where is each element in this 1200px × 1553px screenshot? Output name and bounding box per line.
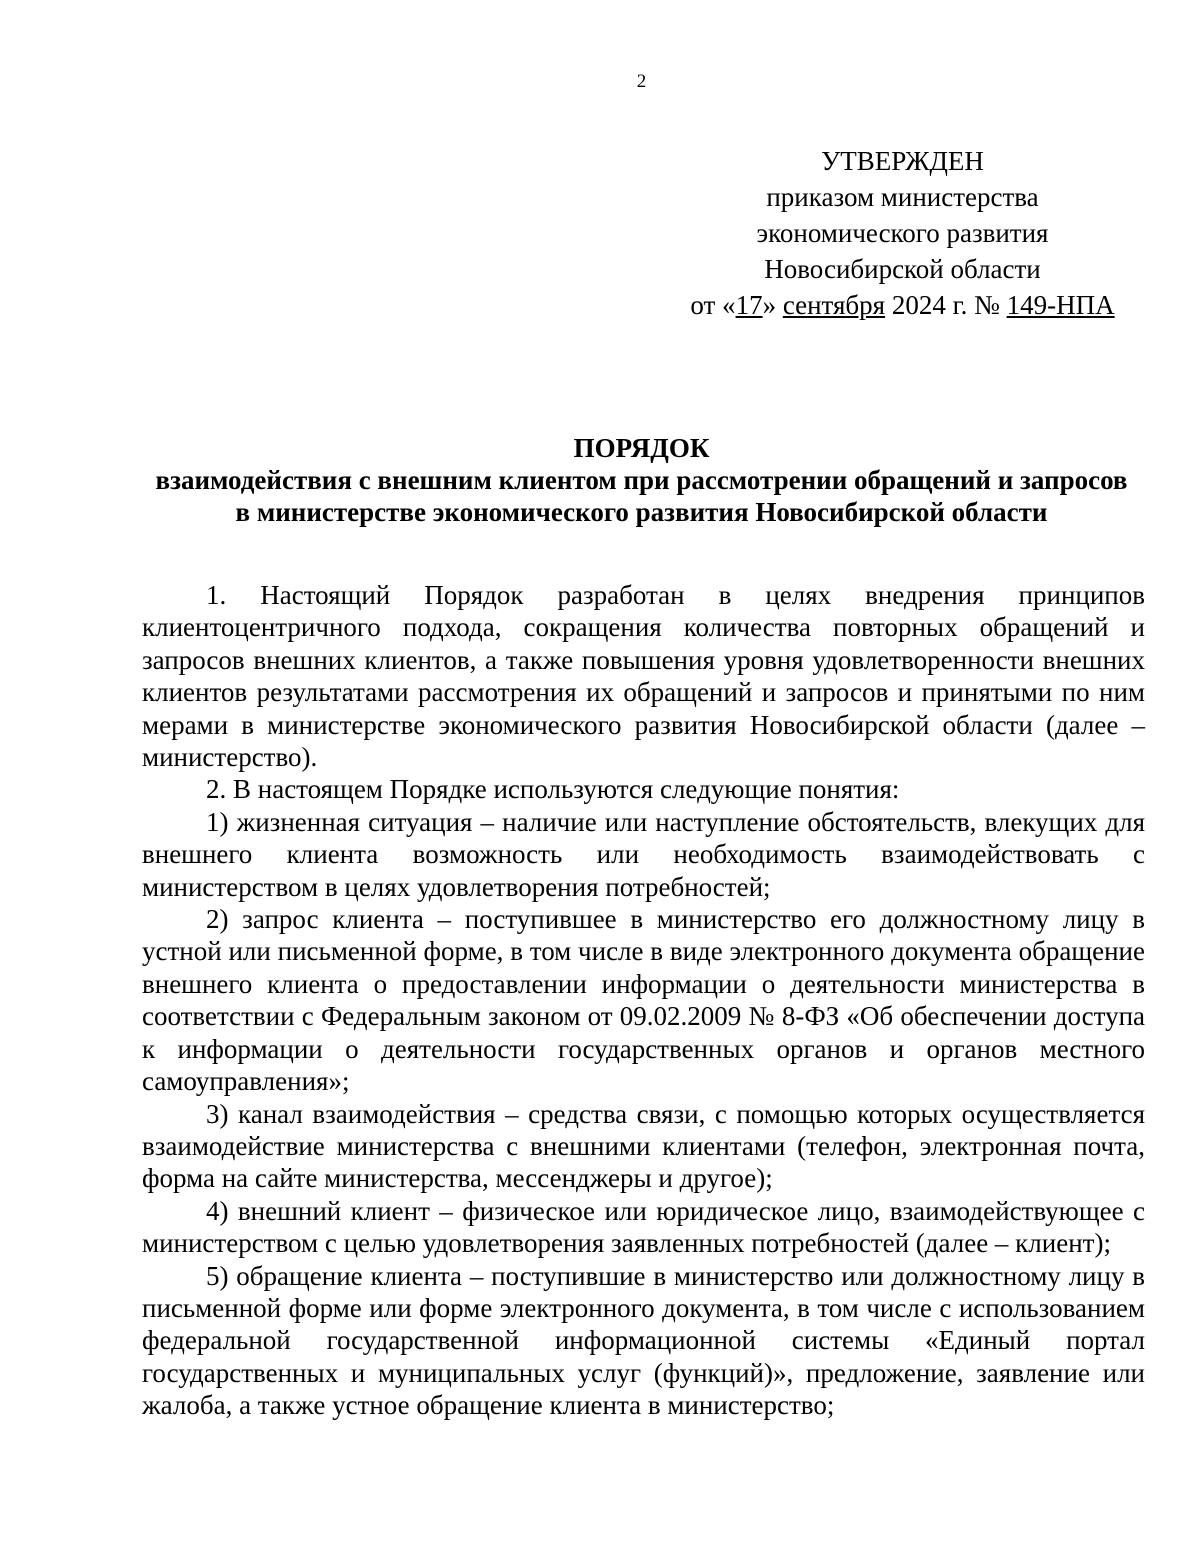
paragraph-definition-4: 4) внешний клиент – физическое или юридическое лицо, взаимодействующее с министерством с целью удовлетворения заявленных потребностей (далее – клиент); [142, 1195, 1145, 1259]
date-year: 2024 г. № [885, 290, 1007, 320]
document-body [142, 579, 1145, 1422]
date-mid: » [762, 290, 783, 320]
document-heading: ПОРЯДОК [573, 433, 710, 463]
paragraph-definition-1: 1) жизненная ситуация – наличие или наступление обстоятельств, влекущих для внешнего клиента возможность или необходимость взаимодействовать с министерством в целях удовлетворения потребностей; [142, 806, 1145, 902]
date-month: сентября [782, 290, 886, 320]
paragraph-definition-5: 5) обращение клиента – поступившие в министерство или должностному лицу в письменной форме или форме электронного документа, в том числе с использованием федеральной государственной информационной системы «Единый портал государственных и муниципальных услуг (функций)», предложение, заявление или жалоба, а также устное обращение клиента в министерство; [142, 1260, 1145, 1421]
approval-status: УТВЕРЖДЕН [821, 146, 984, 176]
document-subtitle-line-1: взаимодействия с внешним клиентом при рассмотрении обращений и запросов [155, 465, 1128, 495]
approval-line-order: приказом министерства [766, 182, 1039, 212]
document-subtitle-line-2: в министерстве экономического развития Новосибирской области [235, 497, 1048, 527]
date-day: 17 [735, 290, 763, 320]
page-number: 2 [636, 71, 647, 92]
date-prefix: от « [690, 290, 736, 320]
order-number: 149-НПА [1006, 290, 1115, 320]
paragraph-1: 1. Настоящий Порядок разработан в целях внедрения принципов клиентоцентричного подхода, сокращения количества повторных обращений и запросов внешних клиентов, а также повышения уровня удовлетворенности внешних клиентов результатами рассмотрения их обращений и запросов и принятыми по ним мерами в министерстве экономического развития Новосибирской области (далее – министерство). [142, 580, 1145, 773]
paragraph-definition-3: 3) канал взаимодействия – средства связи, с помощью которых осуществляется взаимодействие министерства с внешними клиентами (телефон, электронная почта, форма на сайте министерства, мессенджеры и другое); [142, 1098, 1145, 1194]
paragraph-definition-2: 2) запрос клиента – поступившее в министерство его должностному лицу в устной или письменной форме, в том числе в виде электронного документа обращение внешнего клиента о предоставлении информации о деятельности министерства в соответствии с Федеральным законом от 09.02.2009 № 8-ФЗ «Об обеспечении доступа к информации о деятельности государственных органов и органов местного самоуправления»; [142, 904, 1145, 1097]
approval-line-ministry: экономического развития [756, 218, 1049, 248]
paragraph-2: 2. В настоящем Порядке используются следующие понятия: [206, 774, 900, 805]
approval-line-region: Новосибирской области [764, 254, 1041, 284]
document-title-block [140, 432, 1143, 528]
approval-date-line [640, 287, 1165, 323]
approval-stamp-block [640, 143, 1165, 323]
